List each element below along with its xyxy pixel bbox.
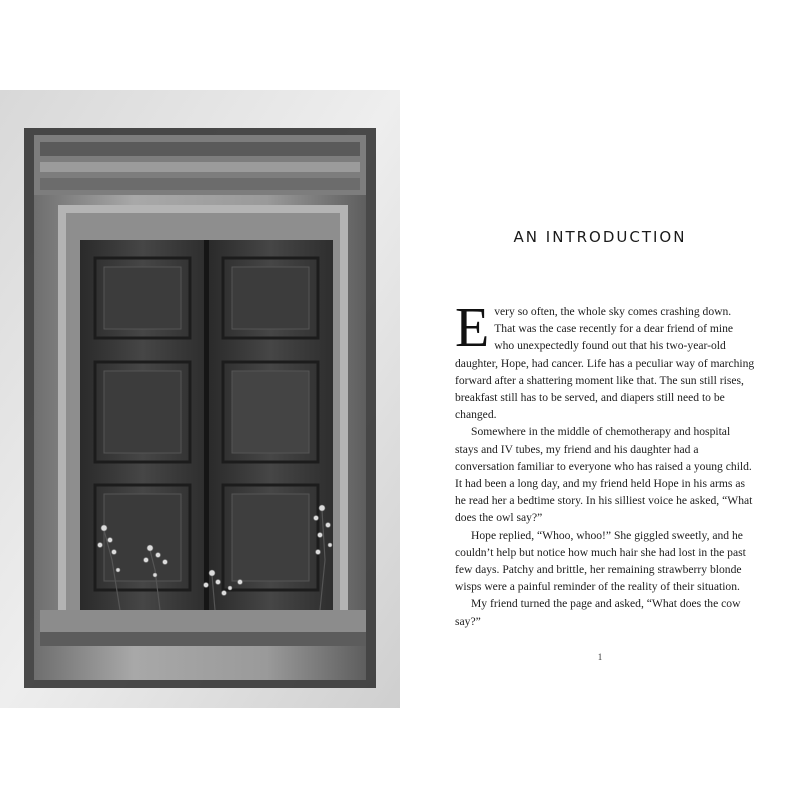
paragraph-1: [455, 297, 755, 423]
paragraph-3: Hope replied, “Whoo, whoo!” She giggled sweetly, and he couldn’t help but notice how much hair she had lost in the past few days. Patchy and brittle, her remaining strawberry blonde wisps were a painful reminder of the reality of their situation.: [455, 528, 746, 594]
paragraph-4: My friend turned the page and asked, “What does the cow say?”: [455, 597, 741, 628]
paragraph-1-text: very so often, the whole sky comes crashing down. That was the case recently for a dear friend of mine who unexpectedly found out that his two-year-old daughter, Hope, had cancer. Life has a peculiar way of marching forward after a shattering moment like that. The sun still rises, breakfast still has to be served, and diapers still need to be changed.: [455, 305, 755, 422]
paragraph-2: Somewhere in the middle of chemotherapy and hospital stays and IV tubes, my friend and his daughter had a conversation familiar to everyone who has raised a young child. It had been a long day, and my friend held Hope in his arms as he read her a bedtime story. In his silliest voice he asked, “What does the owl say?”: [455, 425, 753, 525]
drop-cap: E: [455, 297, 490, 359]
chapter-title: AN INTRODUCTION: [513, 228, 687, 246]
body-text: [455, 297, 755, 630]
left-page-photo: [0, 90, 400, 708]
page-number: 1: [597, 652, 603, 662]
door-sill: [40, 610, 366, 632]
door-center-seam: [204, 240, 209, 610]
door-photo: [0, 90, 400, 708]
right-page-text: [400, 90, 800, 708]
